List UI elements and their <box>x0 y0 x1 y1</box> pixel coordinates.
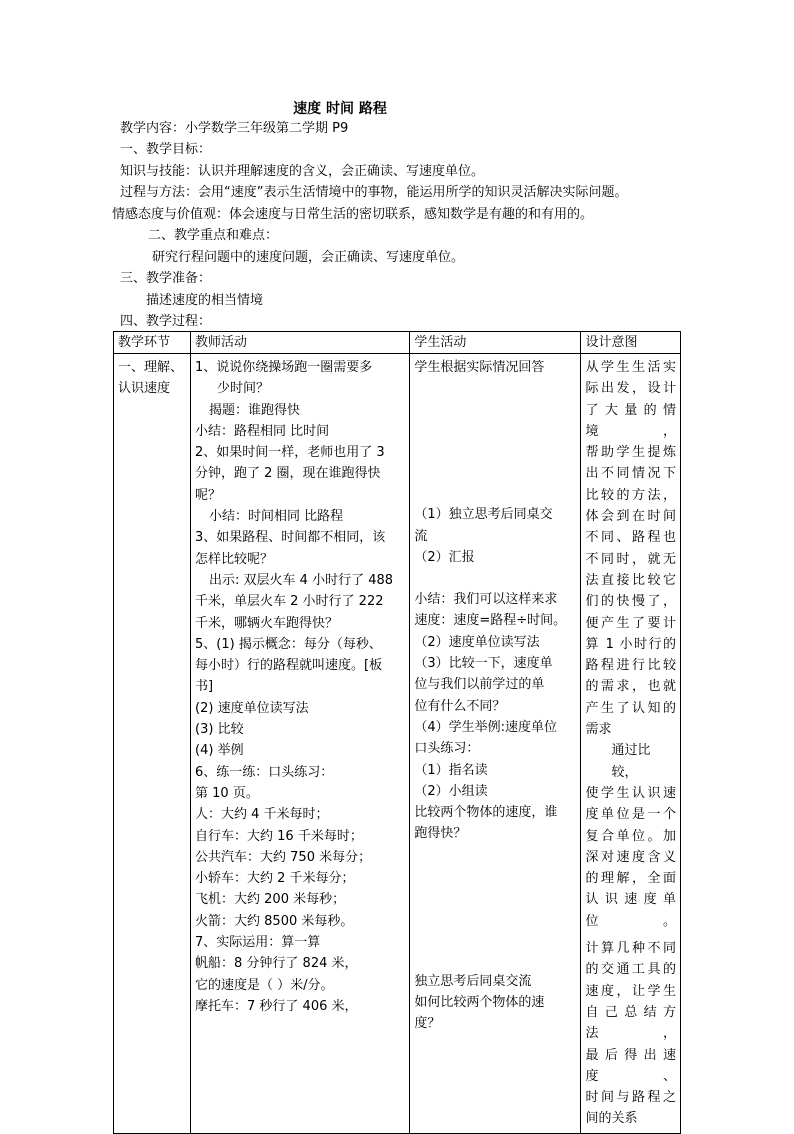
design-line: 了大量的情境， <box>585 402 676 439</box>
design-line: 复合单位。加 <box>585 828 676 844</box>
design-line: 算 1 小时行的 <box>585 636 676 652</box>
teacher-line: (2) 速度单位读写法 <box>195 700 309 716</box>
teacher-line: 7、实际运用：算一算 <box>195 935 321 951</box>
student-line: 独立思考后同桌交流 <box>414 973 532 989</box>
design-line: 便产生了要计 <box>585 615 676 631</box>
design-line: 不同时，就无 <box>585 551 676 567</box>
teacher-line: 3、如果路程、时间都不相同，该 <box>195 530 386 546</box>
design-line: 从学生生活实 <box>585 360 676 375</box>
teacher-line: 千米，哪辆火车跑得快？ <box>195 615 339 631</box>
header-student: 学生活动 <box>410 332 581 354</box>
teacher-line: 少时间？ <box>217 381 270 397</box>
section-preparation-heading: 三、教学准备： <box>120 271 212 286</box>
design-line: 帮助学生提炼 <box>585 445 676 461</box>
objective-attitude-line: 情感态度与价值观：体会速度与日常生活的密切联系，感知数学是有趣的和有用的。 <box>112 207 594 222</box>
student-line: 小结：我们可以这样来求 <box>414 592 558 608</box>
teacher-line: 6、练一练：口头练习： <box>195 764 334 780</box>
teacher-line: 自行车：大约 16 千米每时； <box>195 828 363 844</box>
student-line: 跑得快？ <box>414 826 467 842</box>
design-line: 自己总结方法， <box>585 1004 676 1042</box>
stage-cell <box>114 354 191 1134</box>
design-line: 的需求，也就 <box>585 679 676 695</box>
objective-process-line: 过程与方法：会用“速度”表示生活情境中的事物，能运用所学的知识灵活解决实际问题。 <box>120 185 628 200</box>
teacher-cell <box>191 354 410 1134</box>
design-line: 深对速度含义 <box>585 849 676 865</box>
design-line: 体会到在时间 <box>585 509 676 525</box>
teacher-line: 分钟，跑了 2 圈，现在谁跑得快 <box>195 466 381 482</box>
design-line: 使学生认识速 <box>585 785 676 801</box>
preparation-text: 描述速度的相当情境 <box>146 293 264 308</box>
stage-line: 认识速度 <box>118 381 171 397</box>
stage-line: 一、理解、 <box>118 360 184 375</box>
teacher-line: 火箭：大约 8500 米每秒。 <box>195 913 354 929</box>
lesson-table <box>113 331 681 1134</box>
teacher-line: 飞机：大约 200 米每秒； <box>195 892 346 908</box>
student-line: 度？ <box>414 1016 441 1032</box>
student-line: （4）学生举例:速度单位 <box>414 719 557 735</box>
table-row <box>114 354 681 1134</box>
teaching-content-line: 教学内容：小学数学三年级第二学期 P9 <box>120 121 349 136</box>
design-line: 出不同情况下 <box>585 466 676 482</box>
design-line: 最后得出速度、 <box>585 1047 676 1084</box>
teacher-line: 公共汽车：大约 750 米每分； <box>195 849 372 865</box>
teacher-line: 帆船：8 分钟行了 824 米， <box>195 956 358 972</box>
design-line: 通过比较， <box>611 743 651 780</box>
teacher-line: 书] <box>195 679 214 695</box>
header-design: 设计意图 <box>581 332 681 354</box>
student-line: （2）速度单位读写法 <box>414 634 540 650</box>
teacher-line: 2、如果时间一样，老师也用了 3 <box>195 445 385 461</box>
student-line: 速度：速度=路程÷时间。 <box>414 613 567 629</box>
design-line: 的交通工具的 <box>585 962 676 978</box>
section-objectives-heading: 一、教学目标： <box>120 142 212 157</box>
teacher-line: 5、(1) 揭示概念：每分（每秒、 <box>195 636 382 652</box>
teacher-line: 小结：路程相同 比时间 <box>195 423 330 439</box>
student-cell <box>410 354 581 1134</box>
teacher-line: (3) 比较 <box>195 722 244 738</box>
section-process-heading: 四、教学过程： <box>120 314 212 329</box>
design-line: 法直接比较它 <box>585 572 676 588</box>
design-line: 际出发，设计 <box>585 381 676 397</box>
teacher-line: 呢？ <box>195 487 222 503</box>
design-line: 度单位是一个 <box>585 807 676 823</box>
design-line: 间的关系 <box>585 1111 638 1127</box>
objective-knowledge-line: 知识与技能：认识并理解速度的含义，会正确读、写速度单位。 <box>120 164 485 179</box>
student-line: （3）比较一下，速度单 <box>414 656 553 672</box>
design-line: 需求 <box>585 722 612 738</box>
design-line: 产生了认知的 <box>585 700 676 716</box>
teacher-line: 摩托车：7 秒行了 406 米， <box>195 998 358 1014</box>
student-line: 如何比较两个物体的速 <box>414 995 545 1011</box>
design-line: 们的快慢了， <box>585 594 676 610</box>
student-line: （2）小组读 <box>414 783 488 799</box>
teacher-line: 1、说说你绕操场跑一圈需要多 <box>195 360 373 375</box>
teacher-line: 出示: 双层火车 4 小时行了 488 <box>209 572 394 588</box>
teacher-line: 怎样比较呢？ <box>195 551 274 567</box>
teacher-line: 揭题：谁跑得快 <box>209 402 301 418</box>
teacher-line: 人：大约 4 千米每时； <box>195 807 329 823</box>
teacher-line: 千米，单层火车 2 小时行了 222 <box>195 594 384 610</box>
design-line: 路程进行比较 <box>585 658 676 674</box>
keypoints-text: 研究行程问题中的速度问题，会正确读、写速度单位。 <box>152 250 465 265</box>
student-line: （1）指名读 <box>414 762 488 778</box>
design-line: 比较的方法， <box>585 487 676 503</box>
teacher-line: 它的速度是（ ）米/分。 <box>195 977 334 993</box>
design-line: 的理解，全面 <box>585 871 676 887</box>
student-line: 口头练习： <box>414 741 480 757</box>
header-teacher: 教师活动 <box>191 332 410 354</box>
design-line: 认识速度单位。 <box>585 892 676 929</box>
teacher-line: 第 10 页。 <box>195 785 259 801</box>
student-line: （1）独立思考后同桌交 <box>414 507 553 523</box>
student-line: 位有什么不同？ <box>414 698 506 714</box>
student-line: 学生根据实际情况回答 <box>414 360 545 375</box>
teacher-line: 小轿车：大约 2 千米每分； <box>195 871 355 887</box>
table-header-row <box>114 332 681 354</box>
section-keypoints-heading: 二、教学重点和难点： <box>148 228 279 243</box>
design-cell <box>581 354 681 1134</box>
teacher-line: 每小时）行的路程就叫速度。[板 <box>195 658 383 674</box>
student-line: 流 <box>414 528 428 544</box>
student-line: 位与我们以前学过的单 <box>414 677 545 693</box>
document-title: 速度 时间 路程 <box>293 101 387 117</box>
student-line: 比较两个物体的速度，谁 <box>414 805 558 821</box>
teacher-line: (4) 举例 <box>195 743 244 759</box>
design-line: 速度，让学生 <box>585 983 676 999</box>
design-line: 不同、路程也 <box>585 530 676 546</box>
design-line: 计算几种不同 <box>585 941 676 957</box>
header-stage: 教学环节 <box>114 332 191 354</box>
student-line: （2）汇报 <box>414 549 475 565</box>
design-line: 时间与路程之 <box>585 1090 676 1106</box>
teacher-line: 小结：时间相同 比路程 <box>209 509 344 525</box>
